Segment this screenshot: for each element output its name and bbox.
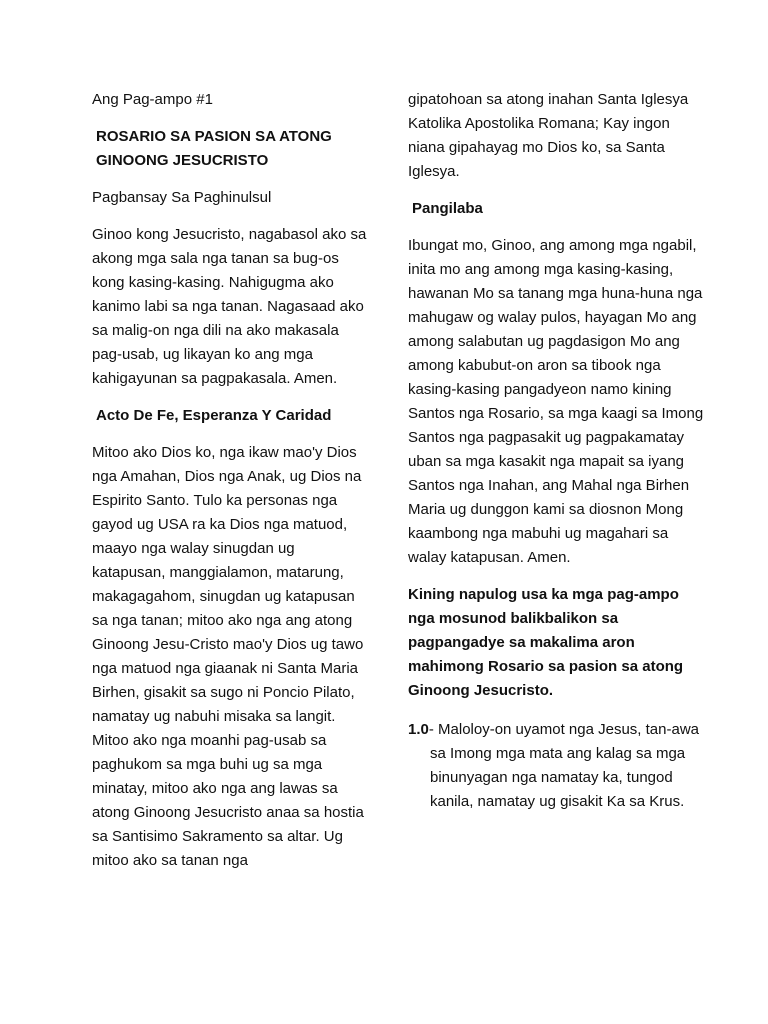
prayer-item-number: 1.0 [408, 721, 429, 738]
section-heading-acto-de-fe: Acto De Fe, Esperanza Y Caridad [96, 407, 332, 424]
doc-title: Ang Pag-ampo #1 [92, 91, 213, 108]
continued-prayer-text: gipatohoan sa atong inahan Santa Iglesya Katolika Apostolika Romana; Kay ingon niana gipahayag mo Dios ko, sa Santa Iglesya. [408, 91, 689, 180]
paghinulsul-prayer-text: Ginoo kong Jesucristo, nagabasol ako sa akong mga sala nga tanan sa bug-os kong kasing-kasing. Nahigugma ako kanimo labi sa nga tanan. Nagasaad ako sa malig-on nga dili na ako makasala pag-usab, ug likayan ko ang mga kahigayunan sa pagpakasala. Amen. [92, 226, 367, 387]
left-column [92, 88, 370, 873]
acto-de-fe-prayer-text: Mitoo ako Dios ko, nga ikaw mao'y Dios nga Amahan, Dios nga Anak, ug Dios na Espirito Santo. Tulo ka personas nga gayod ug USA ra ka Dios nga matuod, maayo nga walay sinugdan ug katapusan, manggialamon, matarung, makagagahom, sinugdan ug katapusan sa nga tanan; mitoo ako nga ang atong Ginoong Jesu-Cristo mao'y Dios ug tawo nga matuod nga giaanak ni Santa Maria Birhen, gisakit sa sugo ni Poncio Pilato, namatay ug nabuhi misaka sa langit. Mitoo ako nga moanhi pag-usab sa paghukom sa mga buhi ug sa mga minatay, mitoo ako nga ang lawas sa atong Ginoong Jesucristo anaa sa hostia sa Santisimo Sakramento sa altar. Ug mitoo ako sa tanan nga [92, 444, 364, 869]
rosary-instruction: Kining napulog usa ka mga pag-ampo nga mosunod balikbalikon sa pagpangadye sa makalima aron mahimong Rosario sa pasion sa atong Ginoong Jesucristo. [408, 586, 684, 699]
prayer-item-text: - Maloloy-on uyamot nga Jesus, tan-awa sa Imong mga mata ang kalag sa mga binunyagan nga namatay ka, tungod kanila, namatay ug gisakit Ka sa Krus. [428, 721, 699, 810]
right-column [408, 88, 708, 814]
main-title: ROSARIO SA PASION SA ATONG GINOONG JESUCRISTO [96, 128, 332, 169]
section-heading-pangilaba: Pangilaba [412, 200, 483, 217]
section-heading-paghinulsul: Pagbansay Sa Paghinulsul [92, 189, 272, 206]
prayer-item-1 [408, 718, 708, 814]
pangilaba-prayer-text: Ibungat mo, Ginoo, ang among mga ngabil, inita mo ang among mga kasing-kasing, hawanan Mo sa tanang mga huna-huna nga mahugaw og walay pulos, hayagan Mo ang among salabutan ug pagdasigon Mo ang among kabubut-on aron sa tibook nga kasing-kasing pangadyeon namo kining Santos nga Rosario, sa mga kaagi sa Imong Santos nga pagpasakit ug pagpakamatay uban sa mga kasakit nga mapait sa iyang Santos nga Inahan, ang Mahal nga Birhen Maria ug dunggon kami sa diosnon Mong kaambong nga mabuhi ug magahari sa walay katapusan. Amen. [408, 237, 704, 566]
